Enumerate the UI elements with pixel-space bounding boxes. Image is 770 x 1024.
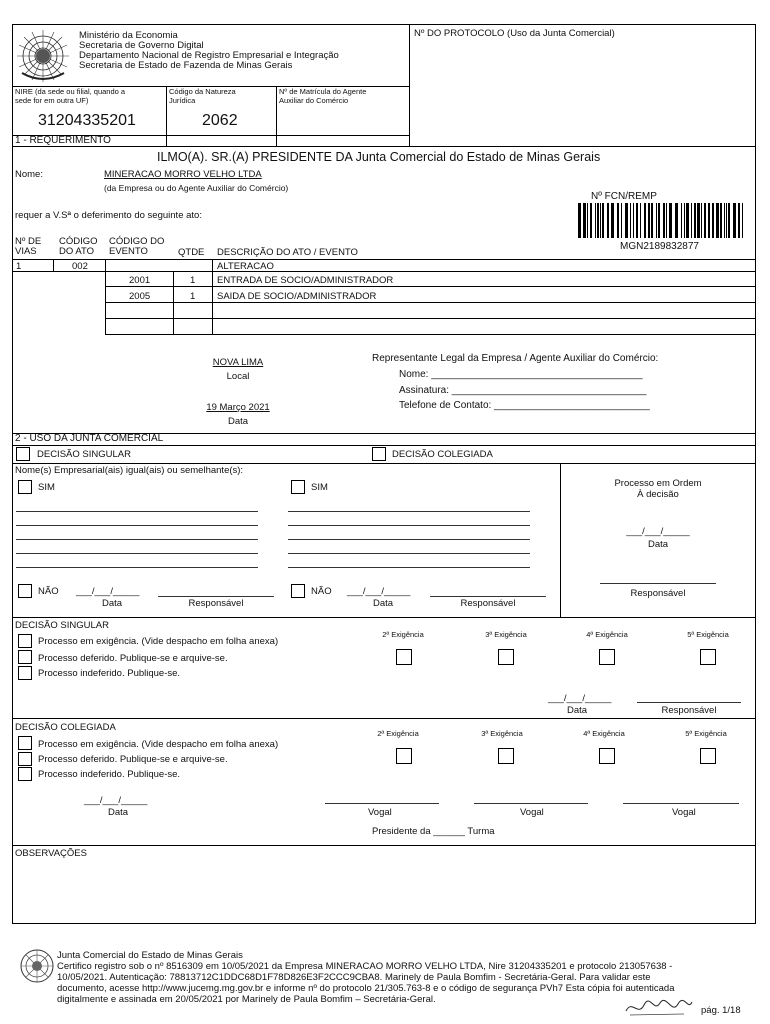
processo-ordem-1: Processo em Ordem — [614, 478, 702, 489]
decisao-colegiada-label: DECISÃO COLEGIADA — [392, 449, 493, 460]
nao-data-label-1: Data — [101, 598, 123, 609]
local-label: Local — [226, 371, 250, 382]
colegiada-exigencia-label: Processo em exigência. (Vide despacho em folha anexa) — [38, 739, 279, 750]
footer-line-1: Junta Comercial do Estado de Minas Gerais — [57, 950, 243, 961]
barcode-bar — [726, 203, 727, 238]
colegiada-exig-5-checkbox[interactable] — [700, 748, 716, 764]
decisao-colegiada-checkbox[interactable] — [372, 447, 386, 461]
nire-value: 31204335201 — [38, 112, 136, 129]
colegiada-exigencia-checkbox[interactable] — [18, 736, 32, 750]
rep-assinatura: Assinatura: ___________________________________ — [399, 385, 647, 396]
barcode-bar — [587, 203, 588, 238]
barcode-bar — [728, 203, 730, 238]
nome-label: Nome: — [15, 169, 43, 180]
natureza-value: 2062 — [202, 112, 238, 129]
th-cod-ato-1: CÓDIGO — [59, 236, 98, 247]
barcode-bar — [666, 203, 667, 238]
barcode-bar — [738, 203, 740, 238]
singular-exig-2: 2ª Exigência — [382, 630, 424, 639]
row-2-cod-evento: 2001 — [129, 275, 151, 286]
rep-nome: Nome: ______________________________________ — [399, 369, 643, 380]
th-descricao: DESCRIÇÃO DO ATO / EVENTO — [217, 247, 358, 258]
matricula-label-1: Nº de Matrícula do Agente — [279, 87, 367, 96]
barcode-bar — [578, 203, 581, 238]
company-name: MINERACAO MORRO VELHO LTDA — [104, 169, 262, 180]
ordem-data-label: Data — [647, 539, 669, 550]
colegiada-exig-2: 2ª Exigência — [377, 729, 419, 738]
row-3-descricao: SAIDA DE SOCIO/ADMINISTRADOR — [217, 291, 377, 302]
nao-date-1: ___/___/_____ — [76, 586, 140, 597]
colegiada-title: DECISÃO COLEGIADA — [15, 722, 116, 733]
org-line-2: Secretaria de Governo Digital — [79, 40, 204, 51]
colegiada-deferido-checkbox[interactable] — [18, 752, 32, 766]
barcode-bar — [742, 203, 743, 238]
barcode-bar — [720, 203, 722, 238]
barcode-bar — [636, 203, 638, 238]
date-label: Data — [227, 416, 249, 427]
requerimento-title: ILMO(A). SR.(A) PRESIDENTE DA Junta Comercial do Estado de Minas Gerais — [157, 150, 601, 164]
barcode-bar — [733, 203, 736, 238]
footer-line-4: documento, acesse http://www.jucemg.mg.gov.br e informe nº do protocolo 21/305.763-8 e o código de segurança PVh7 Esta cópia foi autenticada — [57, 983, 675, 994]
date-value: 19 Março 2021 — [206, 402, 270, 413]
row-1-descricao: ALTERACAO — [217, 261, 274, 272]
nire-label-2: sede for em outra UF) — [15, 96, 89, 105]
signature-image — [624, 995, 694, 1019]
barcode-bar — [633, 203, 634, 238]
rep-title: Representante Legal da Empresa / Agente Auxiliar do Comércio: — [372, 353, 659, 364]
colegiada-data-label: Data — [107, 807, 129, 818]
singular-date-blank: ___/___/_____ — [548, 693, 612, 704]
singular-exig-4: 4ª Exigência — [586, 630, 628, 639]
barcode-bar — [686, 203, 689, 238]
barcode-bar — [669, 203, 672, 238]
nao-label-2: NÃO — [311, 586, 332, 597]
row-2-descricao: ENTRADA DE SOCIO/ADMINISTRADOR — [217, 275, 394, 286]
th-cod-ato-2: DO ATO — [59, 246, 95, 257]
footer-line-2: Certifico registro sob o nº 8516309 em 10/05/2021 da Empresa MINERACAO MORRO VELHO LTDA, Nire 31204335201 e protocolo 213057638 - — [57, 961, 673, 972]
barcode-bar — [712, 203, 714, 238]
row-2-qtde: 1 — [190, 275, 196, 286]
row-1-vias: 1 — [16, 261, 22, 272]
decisao-singular-checkbox[interactable] — [16, 447, 30, 461]
nao-resp-label-1: Responsável — [188, 598, 244, 609]
colegiada-indeferido-checkbox[interactable] — [18, 767, 32, 781]
singular-exigencia-label: Processo em exigência. (Vide despacho em folha anexa) — [38, 636, 279, 647]
singular-deferido-label: Processo deferido. Publique-se e arquive-se. — [38, 653, 228, 664]
barcode-bar — [644, 203, 646, 238]
colegiada-exig-4: 4ª Exigência — [583, 729, 625, 738]
colegiada-date-blank: ___/___/_____ — [84, 795, 148, 806]
row-3-cod-evento: 2005 — [129, 291, 151, 302]
barcode-bar — [607, 203, 609, 238]
sim-label-1: SIM — [38, 482, 55, 493]
nao-label-1: NÃO — [38, 586, 59, 597]
singular-exig-3: 3ª Exigência — [485, 630, 527, 639]
junta-seal-icon — [19, 948, 55, 984]
barcode-bar — [621, 203, 622, 238]
nao-data-label-2: Data — [372, 598, 394, 609]
colegiada-deferido-label: Processo deferido. Publique-se e arquive-se. — [38, 754, 228, 765]
ordem-responsavel-label: Responsável — [630, 588, 686, 599]
singular-indeferido-checkbox[interactable] — [18, 666, 32, 680]
sim-checkbox-1[interactable] — [18, 480, 32, 494]
singular-indeferido-label: Processo indeferido. Publique-se. — [38, 668, 181, 679]
barcode-bar — [595, 203, 596, 238]
org-line-3: Departamento Nacional de Registro Empresarial e Integração — [79, 50, 339, 61]
singular-title: DECISÃO SINGULAR — [15, 620, 109, 631]
colegiada-exig-2-checkbox[interactable] — [396, 748, 412, 764]
singular-resp-label: Responsável — [661, 705, 717, 716]
barcode-bar — [708, 203, 710, 238]
natureza-label-1: Código da Natureza — [169, 87, 236, 96]
singular-data-label: Data — [566, 705, 588, 716]
sim-checkbox-2[interactable] — [291, 480, 305, 494]
barcode-bar — [697, 203, 700, 238]
vogal-2: Vogal — [520, 807, 544, 818]
barcode-bar — [640, 203, 641, 238]
barcode-bar — [611, 203, 614, 238]
observacoes-label: OBSERVAÇÕES — [15, 848, 87, 859]
matricula-label-2: Auxiliar do Comércio — [279, 96, 349, 105]
barcode-bar — [701, 203, 702, 238]
th-cod-evento-1: CÓDIGO DO — [109, 236, 165, 247]
barcode-bar — [724, 203, 725, 238]
barcode-bar — [663, 203, 665, 238]
nire-label-1: NIRE (da sede ou filial, quando a — [15, 87, 126, 96]
th-cod-evento-2: EVENTO — [109, 246, 148, 257]
ordem-date-blank: ___/___/_____ — [626, 526, 690, 537]
barcode-bar — [630, 203, 631, 238]
vogal-3: Vogal — [672, 807, 696, 818]
barcode-bar — [675, 203, 678, 238]
section-1-title: 1 - REQUERIMENTO — [15, 135, 111, 146]
page-number: pág. 1/18 — [701, 1005, 741, 1016]
colegiada-exig-3-checkbox[interactable] — [498, 748, 514, 764]
presidente-turma: Presidente da ______ Turma — [372, 826, 495, 837]
barcode-bar — [583, 203, 586, 238]
barcode-bar — [681, 203, 682, 238]
natureza-label-2: Jurídica — [169, 96, 196, 105]
barcode-bar — [656, 203, 657, 238]
barcode-bar — [658, 203, 660, 238]
footer-line-3: 10/05/2021. Autenticação: 78813712C1DDC68D1F78D826E3F2CCC9CBA8. Marinely de Paula Bomfim - Secretária-Geral. Para validar este — [57, 972, 651, 983]
singular-exig-3-checkbox[interactable] — [498, 649, 514, 665]
protocol-label: Nº DO PROTOCOLO (Uso da Junta Comercial) — [414, 28, 615, 39]
nao-resp-label-2: Responsável — [460, 598, 516, 609]
row-3-qtde: 1 — [190, 291, 196, 302]
barcode-bar — [691, 203, 692, 238]
barcode-bar — [602, 203, 604, 238]
colegiada-exig-3: 3ª Exigência — [481, 729, 523, 738]
row-1-cod-ato: 002 — [72, 261, 88, 272]
th-qtde: QTDE — [178, 247, 205, 258]
singular-deferido-checkbox[interactable] — [18, 650, 32, 664]
decisao-singular-label: DECISÃO SINGULAR — [37, 449, 131, 460]
barcode-bar — [625, 203, 628, 238]
barcode-bar — [651, 203, 653, 238]
org-line-1: Ministério da Economia — [79, 30, 178, 41]
barcode-bar — [600, 203, 601, 238]
nomes-label: Nome(s) Empresarial(ais) igual(ais) ou semelhante(s): — [15, 465, 244, 476]
org-line-4: Secretaria de Estado de Fazenda de Minas Gerais — [79, 60, 293, 71]
nao-checkbox-2[interactable] — [291, 584, 305, 598]
barcode-bar — [617, 203, 619, 238]
rep-telefone: Telefone de Contato: ____________________________ — [399, 400, 650, 411]
th-vias-1: Nº DE — [15, 236, 42, 247]
colegiada-exig-5: 5ª Exigência — [685, 729, 727, 738]
barcode-bar — [716, 203, 719, 238]
barcode-bar — [648, 203, 650, 238]
company-name-note: (da Empresa ou do Agente Auxiliar do Comércio) — [104, 183, 289, 193]
singular-exigencia-checkbox[interactable] — [18, 634, 32, 648]
barcode-bar — [590, 203, 592, 238]
barcode-bar — [684, 203, 685, 238]
fcn-label: Nº FCN/REMP — [591, 191, 657, 202]
singular-exig-4-checkbox[interactable] — [599, 649, 615, 665]
colegiada-indeferido-label: Processo indeferido. Publique-se. — [38, 769, 181, 780]
requer-text: requer a V.Sª o deferimento do seguinte ato: — [15, 210, 202, 221]
vogal-1: Vogal — [368, 807, 392, 818]
singular-exig-5-checkbox[interactable] — [700, 649, 716, 665]
nao-date-2: ___/___/_____ — [347, 586, 411, 597]
coat-of-arms-icon — [14, 27, 72, 85]
barcode-bar — [704, 203, 706, 238]
section-2-title: 2 - USO DA JUNTA COMERCIAL — [15, 433, 164, 444]
local-value: NOVA LIMA — [212, 357, 264, 368]
sim-label-2: SIM — [311, 482, 328, 493]
footer-line-5: digitalmente e assinada em 20/05/2021 por Marinely de Paula Bomfim – Secretária-Geral. — [57, 994, 436, 1005]
barcode-bar — [694, 203, 696, 238]
th-vias-2: VIAS — [15, 246, 37, 257]
fcn-code: MGN2189832877 — [620, 241, 699, 252]
barcode-bar — [597, 203, 599, 238]
barcode — [577, 203, 745, 238]
singular-exig-5: 5ª Exigência — [687, 630, 729, 639]
colegiada-exig-4-checkbox[interactable] — [599, 748, 615, 764]
nao-checkbox-1[interactable] — [18, 584, 32, 598]
singular-exig-2-checkbox[interactable] — [396, 649, 412, 665]
processo-ordem-2: À decisão — [637, 489, 679, 500]
